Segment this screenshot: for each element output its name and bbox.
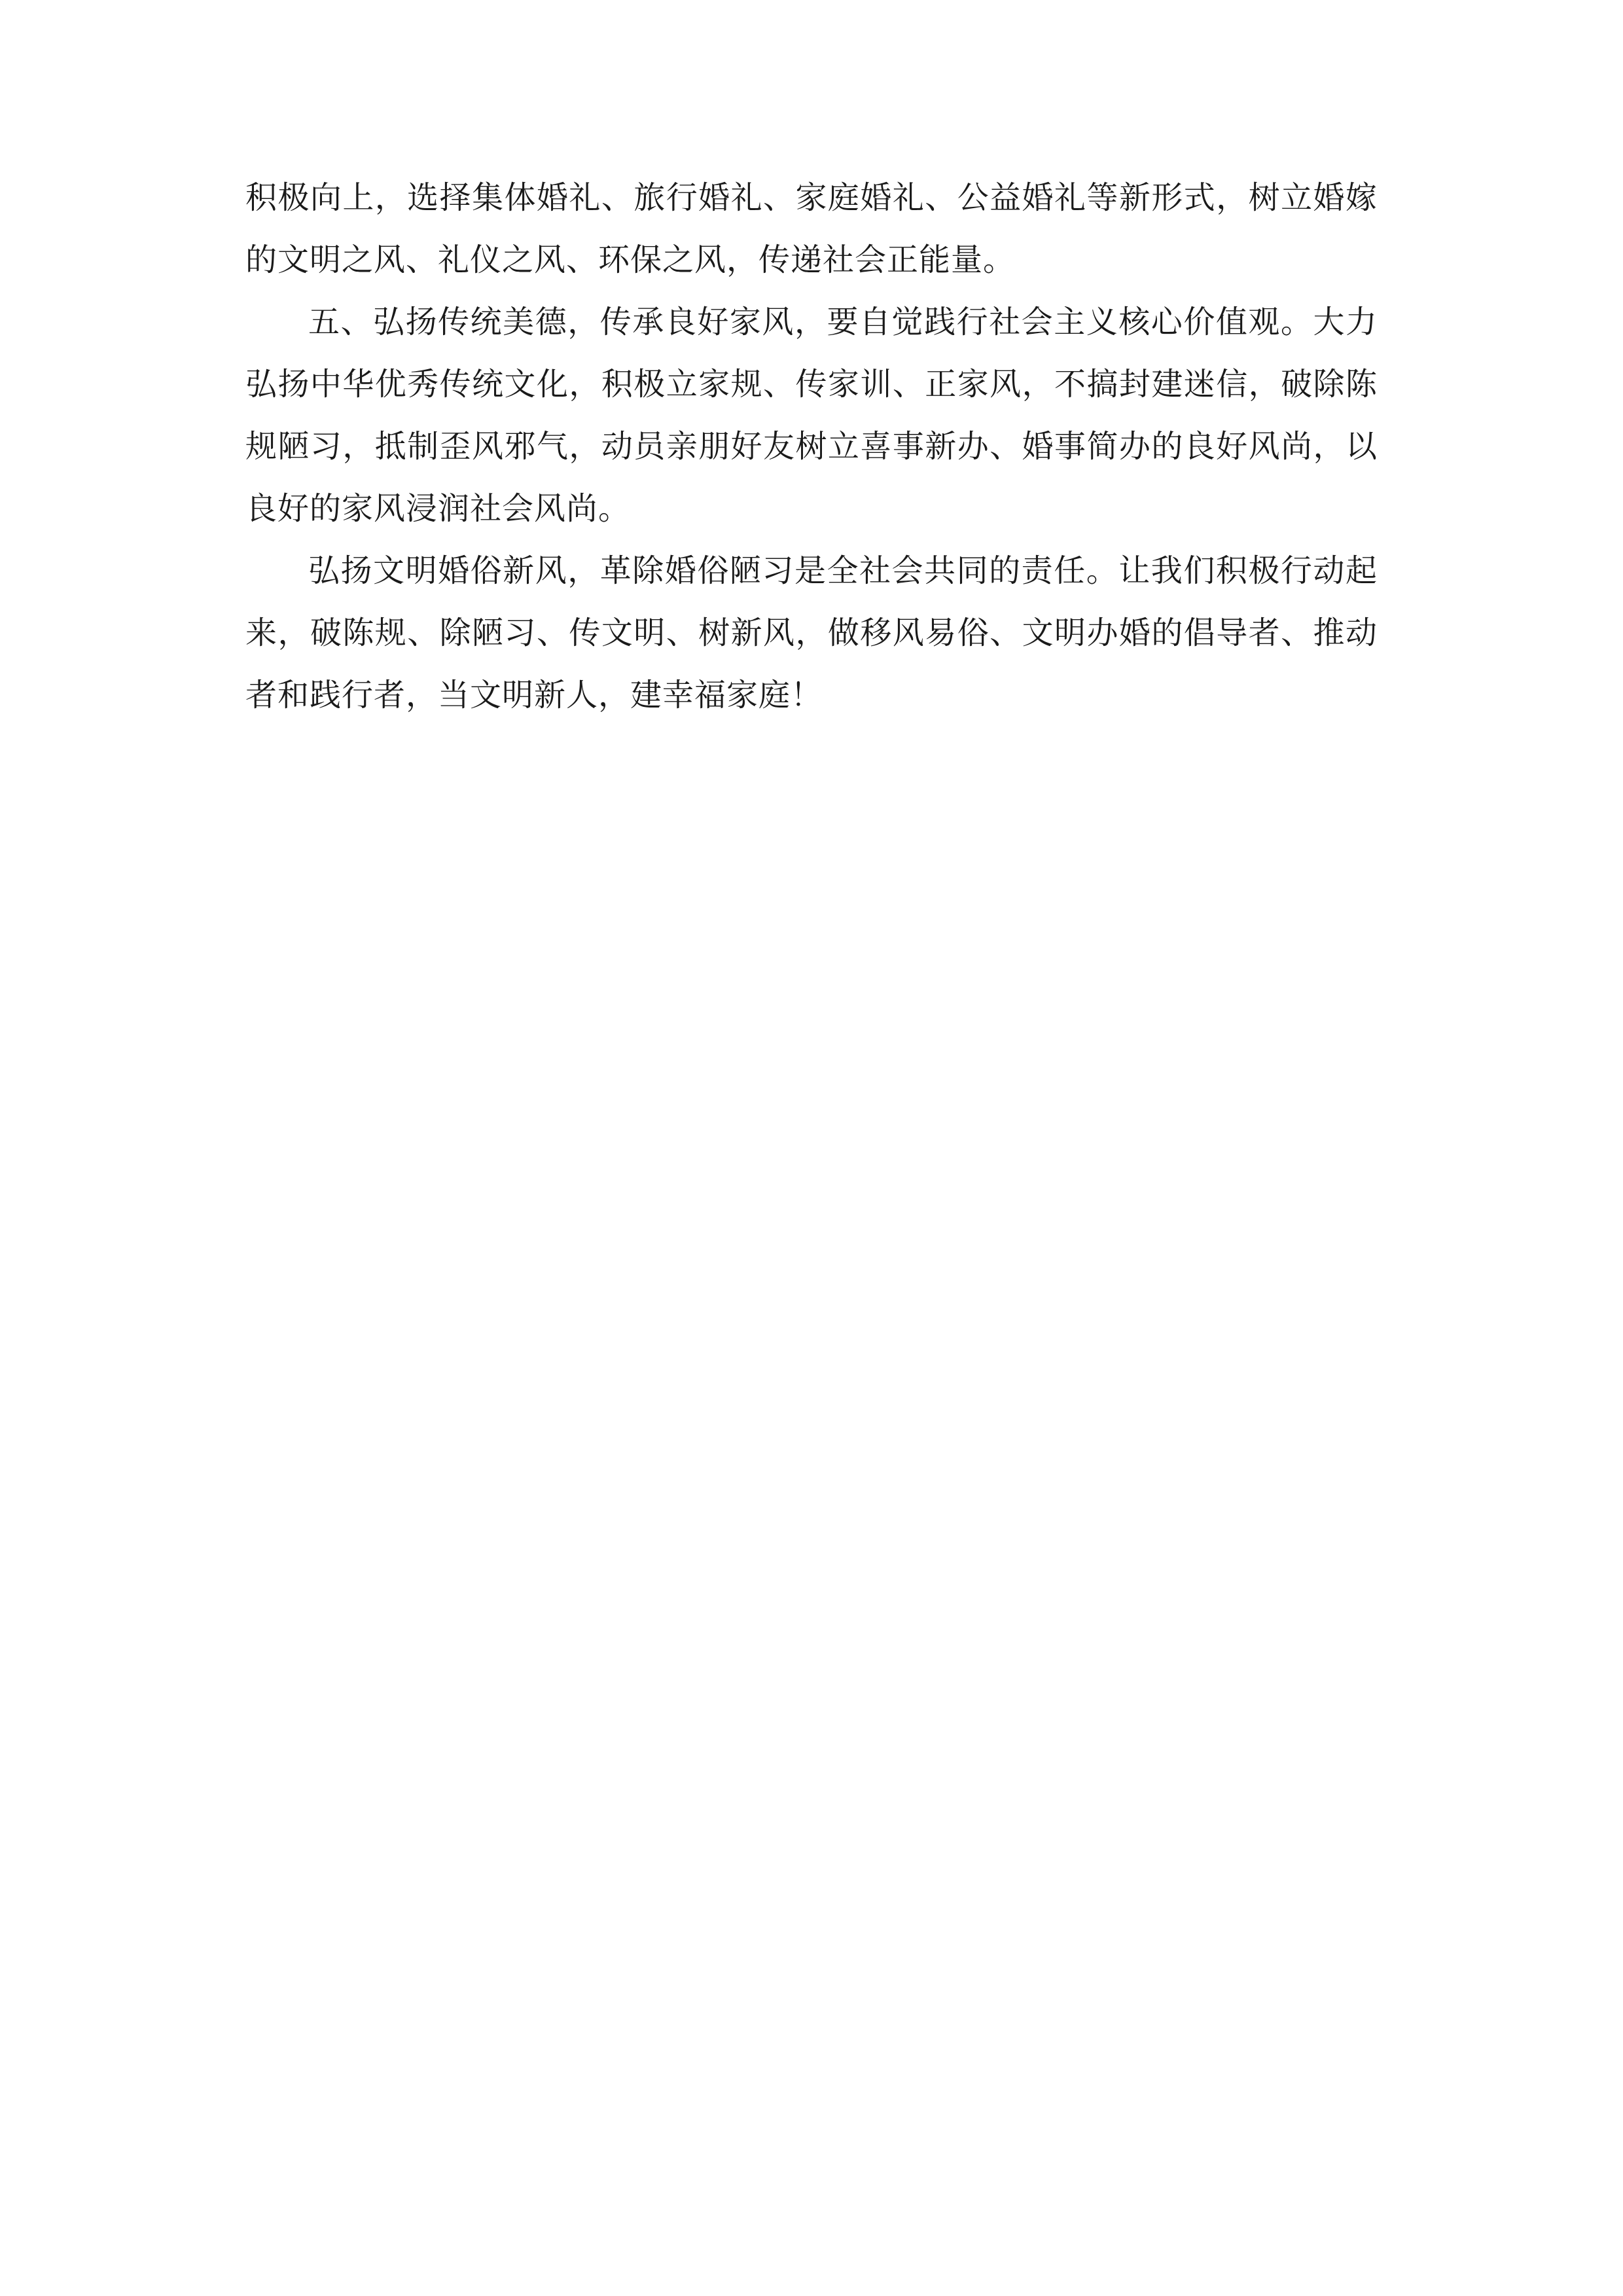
body-text — [245, 167, 1378, 726]
paragraph-closing: 弘扬文明婚俗新风，革除婚俗陋习是全社会共同的责任。让我们积极行动起来，破陈规、除陋习、传文明、树新风，做移风易俗、文明办婚的倡导者、推动者和践行者，当文明新人，建幸福家庭！ — [245, 552, 1378, 713]
paragraph-continuation: 积极向上，选择集体婚礼、旅行婚礼、家庭婚礼、公益婚礼等新形式，树立婚嫁的文明之风、礼仪之风、环保之风，传递社会正能量。 — [245, 179, 1378, 278]
paragraph-section-five: 五、弘扬传统美德，传承良好家风，要自觉践行社会主义核心价值观。大力弘扬中华优秀传统文化，积极立家规、传家训、正家风，不搞封建迷信，破除陈规陋习，抵制歪风邪气，动员亲朋好友树立喜事新办、婚事简办的良好风尚，以良好的家风浸润社会风尚。 — [245, 304, 1378, 527]
